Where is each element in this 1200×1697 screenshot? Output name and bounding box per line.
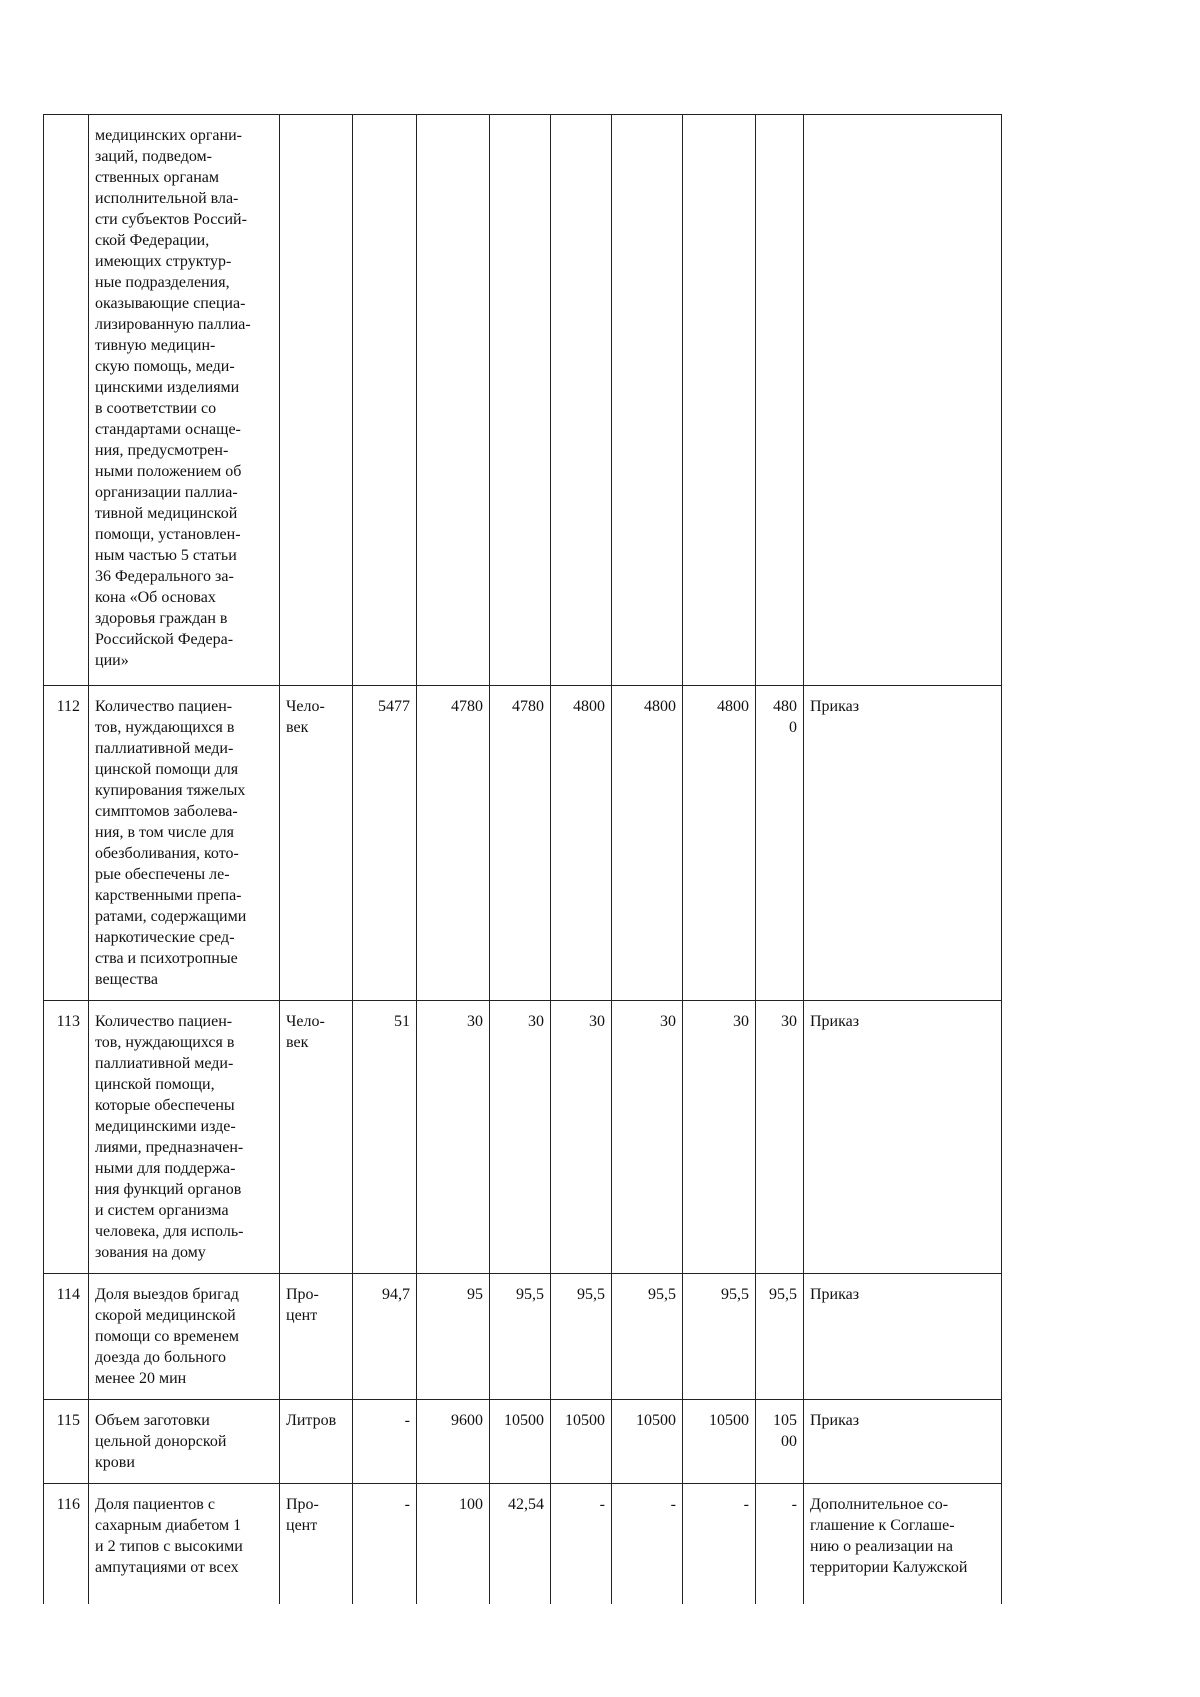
value-5-cell [612,686,683,1001]
value-6: 95,5 [721,1286,749,1303]
indicators-table [43,114,1002,1604]
value-5-cell [612,1400,683,1484]
value-4-cell [551,1400,612,1484]
source-document-cell [804,1484,1002,1604]
value-4: 4800 [573,698,605,715]
indicator-name: медицинских органи- заций, подведом- ственных органам исполнительной вла- сти субъектов Россий- ской Федерации, имеющих структур- ные подразделения, оказывающие специа- лизированную паллиа- тивную медицин- скую помощь, меди- цинскими изделиями в соответствии со стандартами оснаще- ния, предусмотрен- ными положением об организации паллиа- тивной медицинской помощи, установлен- ным частью 5 статьи 36 Федерального за- кона «Об основах здоровья граждан в Российской Федера- ции» [95,127,251,669]
unit-of-measure-cell [280,1274,353,1400]
unit-of-measure: Про- цент [286,1496,319,1534]
value-3: 30 [528,1013,544,1030]
source-document: Приказ [810,1286,860,1303]
unit-of-measure [280,115,352,125]
value-5-cell [612,115,683,686]
value-5-cell [612,1484,683,1604]
value-6: 10500 [709,1412,749,1429]
value-2-cell [417,115,490,686]
row-number [44,115,88,125]
value-3: 42,54 [508,1496,544,1513]
value-7: 95,5 [769,1286,797,1303]
value-1 [353,115,416,125]
source-document [804,115,1001,125]
value-1-cell [353,686,417,1001]
source-document: Дополнительное со- глашение к Соглаше- нию о реализации на территории Калужской [810,1496,968,1576]
source-document: Приказ [810,1013,860,1030]
value-5: 30 [660,1013,676,1030]
value-4-cell [551,686,612,1001]
value-6-cell [683,686,756,1001]
row-number: 113 [56,1013,80,1030]
unit-of-measure-cell [280,1400,353,1484]
indicator-name: Доля пациентов с сахарным диабетом 1 и 2 типов с высокими ампутациями от всех [95,1496,243,1576]
value-2-cell [417,1274,490,1400]
indicator-name: Объем заготовки цельной донорской крови [95,1412,227,1471]
indicator-name: Количество пациен- тов, нуждающихся в паллиативной меди- цинской помощи, которые обеспечены медицинскими изде- лиями, предназначен- ными для поддержа- ния функций органов и систем организма человека, для исполь- зования на дому [95,1013,244,1261]
unit-of-measure: Чело- век [286,698,325,736]
value-4-cell [551,1001,612,1274]
indicator-name: Доля выездов бригад скорой медицинской помощи со временем доезда до больного менее 20 мин [95,1286,240,1387]
source-document-cell [804,1400,1002,1484]
value-1: 94,7 [382,1286,410,1303]
unit-of-measure-cell [280,1484,353,1604]
value-6: - [743,1496,749,1513]
value-6: 4800 [717,698,749,715]
value-4-cell [551,115,612,686]
value-3-cell [490,115,551,686]
value-3-cell [490,1274,551,1400]
value-7-cell [756,1001,804,1274]
row-number-cell [44,1484,89,1604]
indicator-name: Количество пациен- тов, нуждающихся в паллиативной меди- цинской помощи для купирования тяжелых симптомов заболева- ния, в том числе для обезболивания, кото- рые обеспечены ле- карственными препа- ратами, содержащими наркотические сред- ства и психотропные вещества [95,698,247,988]
value-2: 100 [459,1496,483,1513]
value-3: 4780 [512,698,544,715]
value-7: 30 [781,1013,797,1030]
value-6-cell [683,115,756,686]
value-1-cell [353,1400,417,1484]
row-number: 116 [56,1496,80,1513]
table-row [44,115,1002,686]
table-row [44,1274,1002,1400]
value-1-cell [353,1274,417,1400]
value-2: 30 [467,1013,483,1030]
source-document-cell [804,115,1002,686]
row-number: 115 [56,1412,80,1429]
indicator-name-cell [89,1001,280,1274]
value-2-cell [417,1400,490,1484]
value-2-cell [417,686,490,1001]
value-4 [551,115,611,125]
value-7-cell [756,1484,804,1604]
value-4: 10500 [565,1412,605,1429]
value-2 [417,115,489,125]
value-1-cell [353,115,417,686]
row-number-cell [44,115,89,686]
source-document-cell [804,1001,1002,1274]
value-5-cell [612,1001,683,1274]
value-3-cell [490,1484,551,1604]
value-6: 30 [733,1013,749,1030]
value-2: 95 [467,1286,483,1303]
row-number-cell [44,1400,89,1484]
table-row [44,686,1002,1001]
value-7-cell [756,686,804,1001]
value-4: - [599,1496,605,1513]
value-3-cell [490,1400,551,1484]
value-6-cell [683,1001,756,1274]
value-7: 105 00 [773,1412,797,1450]
unit-of-measure-cell [280,686,353,1001]
value-4-cell [551,1484,612,1604]
indicator-name-cell [89,1484,280,1604]
value-7 [756,115,803,125]
value-6-cell [683,1274,756,1400]
value-6-cell [683,1400,756,1484]
value-2: 4780 [451,698,483,715]
indicator-name-cell [89,686,280,1001]
value-1: 51 [394,1013,410,1030]
source-document-cell [804,686,1002,1001]
value-2: 9600 [451,1412,483,1429]
table-row [44,1400,1002,1484]
source-document: Приказ [810,1412,860,1429]
value-3 [490,115,550,125]
value-7: - [791,1496,797,1513]
row-number-cell [44,686,89,1001]
row-number: 112 [56,698,80,715]
value-3-cell [490,686,551,1001]
value-5: 95,5 [648,1286,676,1303]
value-5: 4800 [644,698,676,715]
table-row [44,1001,1002,1274]
value-5 [612,115,682,125]
value-3: 95,5 [516,1286,544,1303]
value-7-cell [756,1274,804,1400]
value-7: 480 0 [773,698,797,736]
value-5-cell [612,1274,683,1400]
unit-of-measure: Литров [286,1412,337,1429]
value-4: 30 [589,1013,605,1030]
source-document: Приказ [810,698,860,715]
unit-of-measure-cell [280,1001,353,1274]
table-row [44,1484,1002,1604]
value-1-cell [353,1484,417,1604]
source-document-cell [804,1274,1002,1400]
value-2-cell [417,1484,490,1604]
value-1: 5477 [378,698,410,715]
indicator-name-cell [89,115,280,686]
value-4: 95,5 [577,1286,605,1303]
value-3: 10500 [504,1412,544,1429]
value-1: - [404,1496,410,1513]
indicator-name-cell [89,1400,280,1484]
value-7-cell [756,1400,804,1484]
value-1: - [404,1412,410,1429]
row-number: 114 [56,1286,80,1303]
value-3-cell [490,1001,551,1274]
value-6 [683,115,755,125]
row-number-cell [44,1274,89,1400]
value-7-cell [756,115,804,686]
unit-of-measure: Чело- век [286,1013,325,1051]
value-1-cell [353,1001,417,1274]
row-number-cell [44,1001,89,1274]
unit-of-measure: Про- цент [286,1286,319,1324]
value-5: 10500 [636,1412,676,1429]
value-5: - [670,1496,676,1513]
value-2-cell [417,1001,490,1274]
value-4-cell [551,1274,612,1400]
value-6-cell [683,1484,756,1604]
unit-of-measure-cell [280,115,353,686]
indicator-name-cell [89,1274,280,1400]
